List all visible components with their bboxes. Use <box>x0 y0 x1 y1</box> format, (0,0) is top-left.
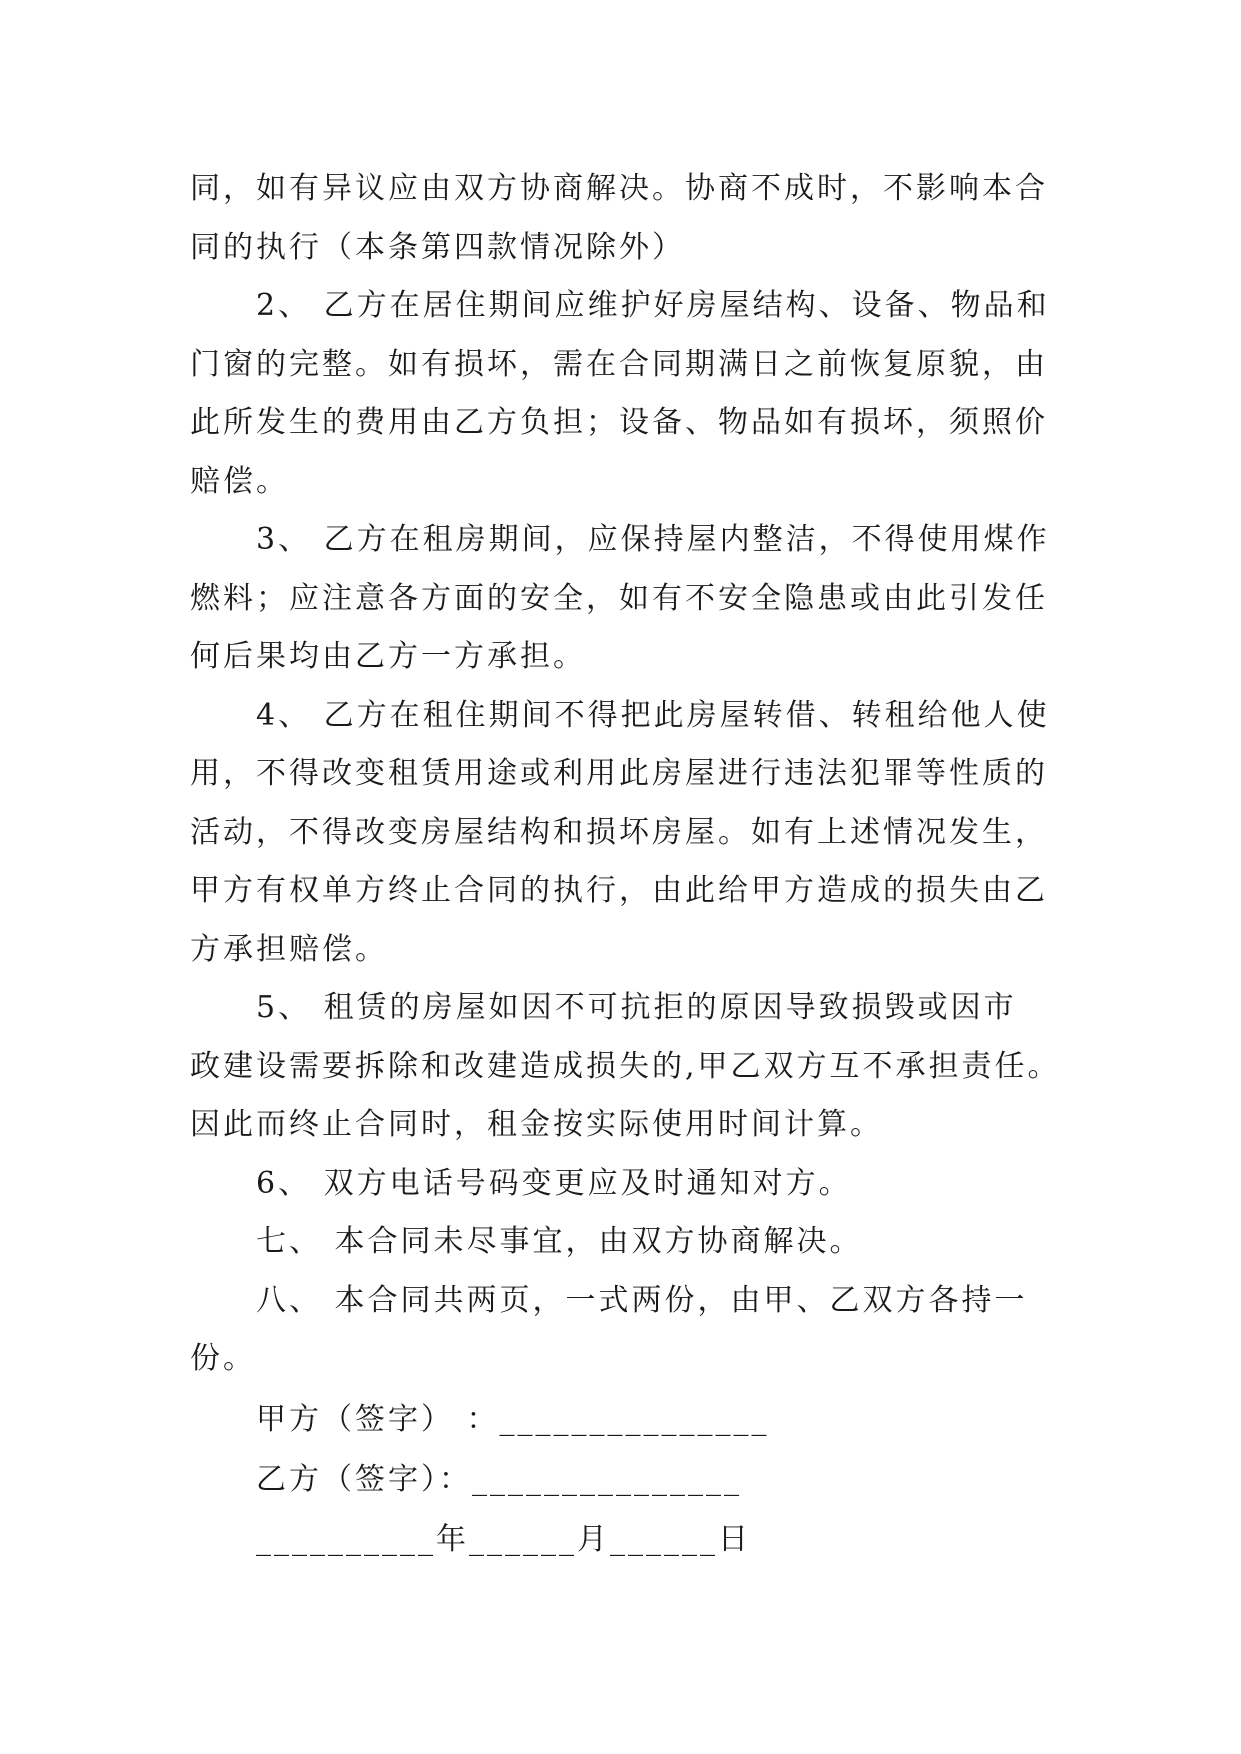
text-line: 政建设需要拆除和改建造成损失的,甲乙双方互不承担责任。 <box>190 1048 1061 1084</box>
signing-date: __________年______月______日 <box>256 1521 751 1557</box>
contract-body <box>190 160 1070 1571</box>
clause-4-line: 4、 乙方在租住期间不得把此房屋转借、转租给他人使 <box>256 697 1050 733</box>
text-line: 此所发生的费用由乙方负担；设备、物品如有损坏，须照价 <box>190 405 1048 440</box>
text-line: 门窗的完整。如有损坏，需在合同期满日之前恢复原貌，由 <box>190 346 1048 382</box>
text-line: 用，不得改变租赁用途或利用此房屋进行违法犯罪等性质的 <box>190 756 1048 791</box>
party-a-signature: 甲方（签字） ：_______________ <box>256 1401 770 1437</box>
text-line: 同，如有异议应由双方协商解决。协商不成时，不影响本合 <box>190 171 1048 206</box>
text-line: 同的执行（本条第四款情况除外） <box>190 229 685 265</box>
party-b-signature: 乙方（签字）：_______________ <box>256 1461 742 1497</box>
text-line: 方承担赔偿。 <box>190 931 388 967</box>
clause-2-line: 2、 乙方在居住期间应维护好房屋结构、设备、物品和 <box>256 288 1050 323</box>
text-line: 活动，不得改变房屋结构和损坏房屋。如有上述情况发生， <box>190 814 1048 850</box>
text-line: 燃料；应注意各方面的安全，如有不安全隐患或由此引发任 <box>190 580 1048 616</box>
text-line: 赔偿。 <box>190 463 289 499</box>
text-line: 何后果均由乙方一方承担。 <box>190 639 586 674</box>
clause-5-line: 5、 租赁的房屋如因不可抗拒的原因导致损毁或因市 <box>256 990 1017 1025</box>
text-line: 份。 <box>190 1341 256 1376</box>
article-8-line: 八、 本合同共两页，一式两份，由甲、乙双方各持一 <box>256 1282 1028 1318</box>
article-7-line: 七、 本合同未尽事宜，由双方协商解决。 <box>256 1224 863 1259</box>
text-line: 因此而终止合同时，租金按实际使用时间计算。 <box>190 1107 883 1142</box>
clause-6-line: 6、 双方电话号码变更应及时通知对方。 <box>256 1165 852 1201</box>
clause-3-line: 3、 乙方在租房期间，应保持屋内整洁，不得使用煤作 <box>256 522 1050 557</box>
signature-block <box>190 1391 1070 1571</box>
text-line: 甲方有权单方终止合同的执行，由此给甲方造成的损失由乙 <box>190 873 1048 908</box>
